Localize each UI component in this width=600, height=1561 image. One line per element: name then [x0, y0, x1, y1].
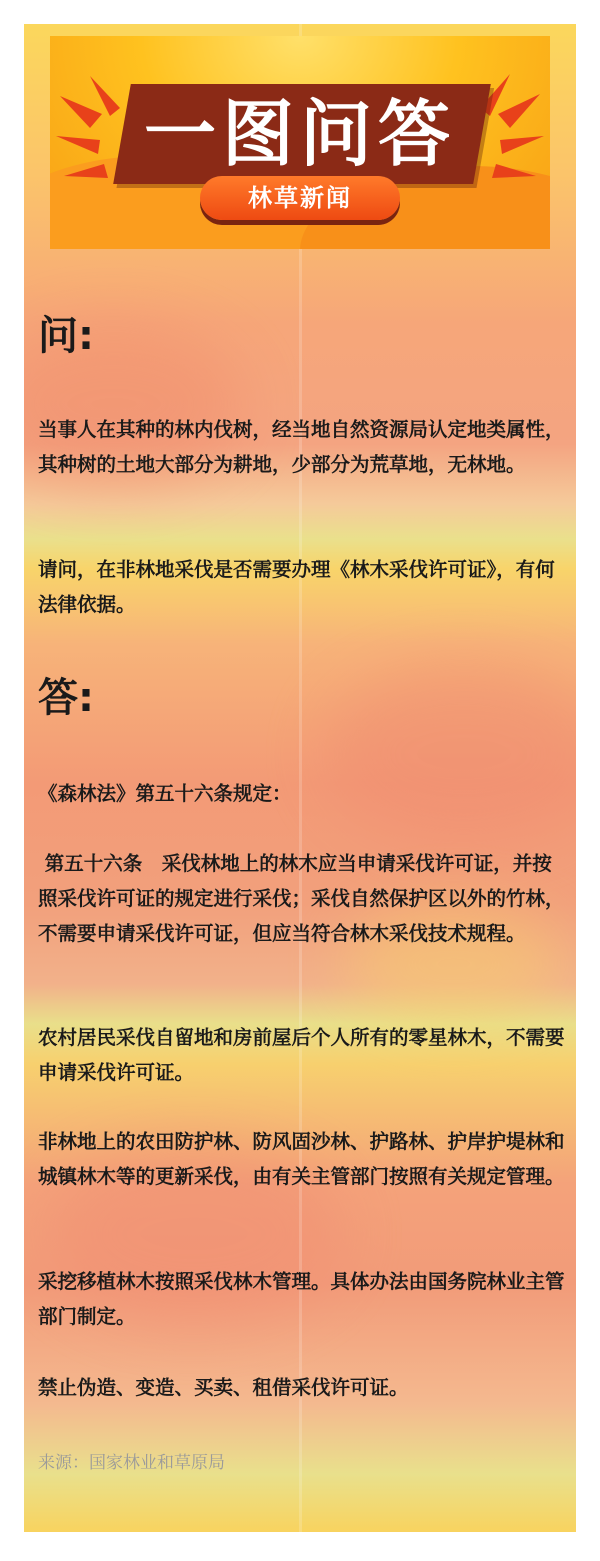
article-card	[24, 24, 576, 1532]
answer-paragraph: 《森林法》第五十六条规定：	[38, 782, 292, 805]
question-paragraph: 当事人在其种的林内伐树，经当地自然资源局认定地类属性，其种树的土地大部分为耕地，少部分为荒草地，无林地。	[38, 418, 565, 476]
answer-paragraph: 第五十六条 采伐林地上的林木应当申请采伐许可证，并按照采伐许可证的规定进行采伐；采伐自然保护区以外的竹林，不需要申请采伐许可证，但应当符合林木采伐技术规程。	[38, 852, 565, 945]
source-credit: 来源：国家林业和草原局	[38, 1453, 225, 1473]
answer-heading: 答:	[38, 675, 94, 721]
question-paragraph: 请问，在非林地采伐是否需要办理《林木采伐许可证》，有何法律依据。	[38, 558, 555, 616]
answer-paragraph: 农村居民采伐自留地和房前屋后个人所有的零星林木，不需要申请采伐许可证。	[38, 1026, 565, 1084]
header-banner	[50, 36, 550, 249]
answer-paragraph: 采挖移植林木按照采伐林木管理。具体办法由国务院林业主管部门制定。	[38, 1270, 565, 1328]
answer-paragraph: 禁止伪造、变造、买卖、租借采伐许可证。	[38, 1376, 409, 1399]
banner-title: 一图问答	[143, 92, 456, 176]
answer-paragraph: 非林地上的农田防护林、防风固沙林、护路林、护岸护堤林和城镇林木等的更新采伐，由有关主管部门按照有关规定管理。	[38, 1130, 565, 1188]
question-heading: 问:	[38, 313, 94, 359]
watercolor-texture	[324, 664, 576, 844]
banner-subtitle: 林草新闻	[200, 176, 400, 220]
